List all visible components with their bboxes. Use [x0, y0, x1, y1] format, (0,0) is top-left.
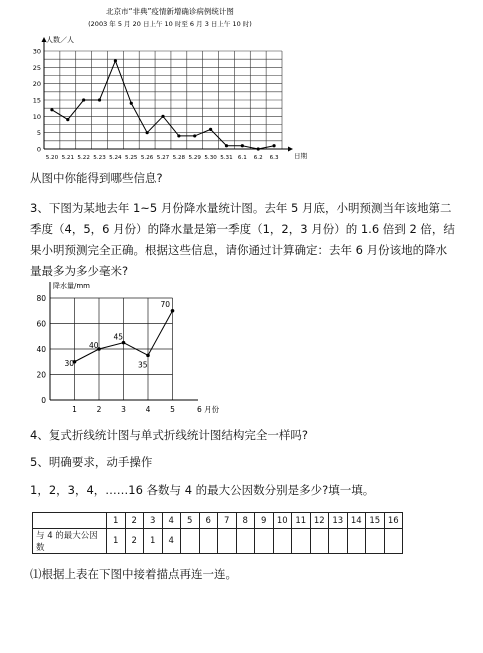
- table-blank-cell[interactable]: [236, 529, 255, 554]
- x-tick-label: 5.21: [61, 155, 75, 161]
- sars-chart: [30, 2, 310, 166]
- x-tick-label: 5: [170, 405, 175, 413]
- sars-line-chart: [30, 2, 310, 162]
- x-tick-label: 6.2: [253, 155, 263, 161]
- table-number-cell: 2: [125, 513, 144, 529]
- data-label: 70: [160, 299, 171, 309]
- x-tick-label: 1: [72, 405, 77, 413]
- y-tick-label: 60: [36, 319, 46, 329]
- x-axis-arrow: [288, 147, 293, 152]
- table-number-cell: 13: [329, 513, 348, 529]
- table-number-cell: 9: [255, 513, 274, 529]
- y-axis-label: 降水量/mm: [53, 282, 90, 290]
- question-3-line-2: 季度（4，5，6 月份）的降水量是第一季度（1，2，3 月份）的 1.6 倍到 2 倍，结: [30, 222, 455, 236]
- y-tick-label: 15: [32, 96, 41, 105]
- table-blank-cell[interactable]: [255, 529, 274, 554]
- data-point: [98, 98, 101, 101]
- table-blank-cell[interactable]: [218, 529, 237, 554]
- data-point: [114, 59, 117, 62]
- table-number-cell: 1: [107, 513, 126, 529]
- y-tick-label: 30: [32, 47, 41, 56]
- data-label: 45: [113, 332, 124, 342]
- question-3-line-4: 量最多为多少毫米?: [30, 264, 129, 278]
- table-number-cell: 7: [218, 513, 237, 529]
- table-number-cell: 12: [310, 513, 329, 529]
- table-blank-cell[interactable]: [199, 529, 218, 554]
- y-tick-label: 0: [36, 145, 41, 154]
- chart-title: 北京市“非典”疫情新增确诊病例统计图: [106, 7, 234, 16]
- table-number-cell: 10: [273, 513, 292, 529]
- table-blank-cell[interactable]: [347, 529, 366, 554]
- y-tick-label: 80: [36, 294, 46, 303]
- y-tick-label: 20: [36, 370, 46, 380]
- table-blank-cell[interactable]: [292, 529, 311, 554]
- x-tick-label: 5.23: [93, 155, 106, 161]
- table-gcd-cell: 4: [162, 529, 181, 554]
- x-tick-label: 2: [96, 405, 102, 413]
- table-row-gcd: [33, 529, 403, 554]
- x-tick-label: 5.29: [188, 155, 201, 161]
- table-blank-cell[interactable]: [181, 529, 200, 554]
- data-point: [146, 131, 149, 134]
- chart-subtitle: (2003 年 5 月 20 日上午 10 时至 6 月 3 日上午 10 时): [88, 20, 252, 28]
- data-point: [146, 354, 150, 358]
- question-3-line-3: 果小明预测完全正确。根据这些信息，请你通过计算确定：去年 6 月份该地的降水: [30, 243, 448, 257]
- table-blank-cell[interactable]: [310, 529, 329, 554]
- data-point: [50, 108, 53, 111]
- data-point: [257, 147, 260, 150]
- table-blank-cell[interactable]: [384, 529, 403, 554]
- question-5-sub: 1，2，3，4，……16 各数与 4 的最大公因数分别是多少?填一填。: [30, 483, 375, 497]
- data-point: [161, 115, 164, 118]
- x-tick-label: 3: [121, 405, 126, 413]
- gcd-table-wrap: [32, 512, 403, 554]
- table-row-header: 与 4 的最大公因数: [33, 529, 107, 554]
- data-point: [66, 118, 69, 121]
- table-row-numbers: [33, 513, 403, 529]
- question-3: [30, 198, 470, 282]
- rainfall-line-chart: [28, 278, 228, 413]
- gcd-table: [32, 512, 403, 554]
- x-tick-label: 5.31: [220, 155, 233, 161]
- x-tick-label: 5.30: [204, 155, 217, 161]
- y-tick-label: 40: [36, 345, 46, 354]
- table-number-cell: 5: [181, 513, 200, 529]
- table-number-cell: 3: [144, 513, 163, 529]
- y-tick-label: 20: [32, 80, 41, 89]
- data-point: [177, 134, 180, 137]
- x-tick-label: 6.3: [269, 155, 279, 161]
- data-point: [209, 128, 212, 131]
- table-number-cell: 4: [162, 513, 181, 529]
- x-tick-label: 6.1: [237, 155, 247, 161]
- data-point: [272, 144, 275, 147]
- table-gcd-cell: 1: [144, 529, 163, 554]
- y-axis-label: 人数／人: [46, 36, 74, 44]
- instruction: ⑴根据上表在下图中接着描点再连一连。: [30, 567, 237, 581]
- data-point: [82, 98, 85, 101]
- y-tick-label: 0: [41, 396, 46, 405]
- x-tick-label: 5.22: [77, 155, 90, 161]
- series-line: [52, 61, 274, 149]
- table-number-cell: 8: [236, 513, 255, 529]
- y-tick-label: 5: [36, 129, 41, 138]
- table-number-cell: 15: [366, 513, 385, 529]
- data-label: 40: [89, 341, 99, 350]
- table-blank-cell[interactable]: [366, 529, 385, 554]
- data-label: 30: [64, 358, 75, 368]
- x-tick-label: 6 月份: [197, 405, 220, 413]
- question-3-line-1: 3、下图为某地去年 1~5 月份降水量统计图。去年 5 月底，小明预测当年该地第二: [30, 201, 452, 215]
- question-info: 从图中你能得到哪些信息?: [30, 171, 163, 185]
- table-number-cell: 16: [384, 513, 403, 529]
- x-tick-label: 5.20: [45, 155, 59, 161]
- data-point: [171, 309, 175, 313]
- table-number-cell: 11: [292, 513, 311, 529]
- table-blank-cell[interactable]: [329, 529, 348, 554]
- x-axis-label: 日期: [294, 152, 307, 160]
- table-gcd-cell: 2: [125, 529, 144, 554]
- y-tick-label: 10: [32, 112, 41, 121]
- x-tick-label: 5.24: [109, 155, 122, 161]
- question-5: 5、明确要求，动手操作: [30, 455, 153, 469]
- x-tick-label: 4: [145, 405, 151, 413]
- data-label: 35: [138, 360, 148, 370]
- x-tick-label: 5.25: [125, 155, 138, 161]
- x-tick-label: 5.27: [156, 155, 170, 161]
- rainfall-chart: [28, 278, 228, 417]
- question-4: 4、复式折线统计图与单式折线统计图结构完全一样吗?: [30, 428, 308, 442]
- table-blank-cell[interactable]: [273, 529, 292, 554]
- table-corner-cell: [33, 513, 107, 529]
- x-tick-label: 5.26: [140, 155, 154, 161]
- x-tick-label: 5.28: [172, 155, 186, 161]
- data-point: [193, 134, 196, 137]
- y-tick-label: 25: [32, 63, 41, 72]
- data-point: [241, 144, 244, 147]
- data-point: [225, 144, 228, 147]
- table-number-cell: 14: [347, 513, 366, 529]
- table-number-cell: 6: [199, 513, 218, 529]
- data-point: [130, 102, 133, 105]
- table-gcd-cell: 1: [107, 529, 126, 554]
